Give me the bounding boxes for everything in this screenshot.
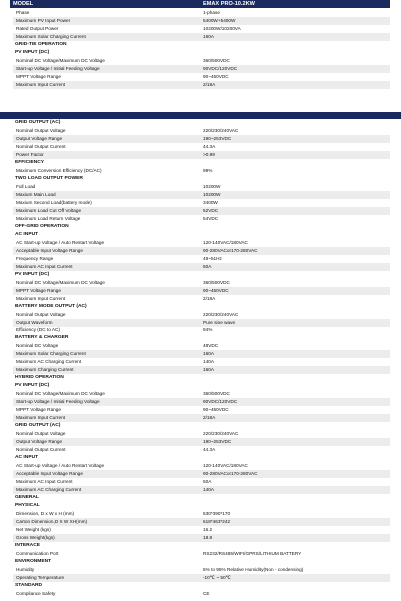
spec-label: Output Voltage Range <box>16 135 63 141</box>
spec-row <box>13 478 390 486</box>
spec-value: >0.99 <box>203 151 215 157</box>
section-heading <box>13 175 390 183</box>
section-heading <box>13 119 390 127</box>
spec-label: Humidity <box>16 566 35 572</box>
spec-value: 220/230/240VAC <box>203 127 239 133</box>
spec-value: CE <box>203 590 210 596</box>
spec-row <box>13 390 390 398</box>
model-label: MODEL <box>13 1 34 7</box>
spec-row <box>13 25 390 33</box>
section-title: PV INPUT (DC) <box>15 271 50 277</box>
section-heading <box>13 494 390 502</box>
spec-value: 220/230/240VAC <box>203 431 239 437</box>
spec-value: 90VDC/120VDC <box>203 399 238 405</box>
section-heading <box>13 334 390 342</box>
spec-row <box>13 550 390 558</box>
section-title: TWO LOAD OUTPUT POWER <box>15 175 83 181</box>
spec-value: 44.3A <box>203 143 216 149</box>
spec-label: Efficiency (DC to AC) <box>16 327 60 333</box>
section-title: BATTERY MODE OUTPUT (AC) <box>15 303 87 309</box>
spec-value: 52VDC <box>203 207 219 213</box>
section-heading <box>13 422 390 430</box>
spec-row <box>13 215 390 223</box>
spec-label: MPPT Voltage Range <box>16 73 61 79</box>
spec-row <box>13 534 390 542</box>
spec-row <box>13 342 390 350</box>
section-title: PV INPUT (DC) <box>15 49 50 55</box>
spec-label: Maximum Input Current <box>16 295 65 301</box>
spec-value: 10200W <box>203 183 221 189</box>
spec-label: Frequency Range <box>16 255 54 261</box>
spec-row <box>13 167 390 175</box>
spec-row <box>13 295 390 303</box>
section-title: PHYSICAL <box>15 503 40 509</box>
spec-row <box>13 81 390 89</box>
section-heading <box>13 542 390 550</box>
spec-row <box>13 73 390 81</box>
spec-value: 2/18A <box>203 415 216 421</box>
spec-label: Maximum Load Cut Off Voltage <box>16 207 82 213</box>
spec-row <box>13 151 390 159</box>
spec-value: 10200W <box>203 191 221 197</box>
spec-row <box>13 510 390 518</box>
spec-value: 90~450VDC <box>203 287 229 293</box>
spec-label: Maximum AC Charging Current <box>16 487 82 493</box>
spec-row <box>13 462 390 470</box>
spec-label: Output Waveform <box>16 319 53 325</box>
section-title: PV INPUT (DC) <box>15 383 50 389</box>
section-heading <box>13 159 390 167</box>
spec-label: Output Voltage Range <box>16 439 63 445</box>
spec-value: Pure sine wave <box>203 319 236 325</box>
spec-row <box>13 239 390 247</box>
section-heading <box>13 382 390 390</box>
spec-row <box>13 398 390 406</box>
spec-value: 99% <box>203 167 213 173</box>
section-title: BATTERY & CHARGER <box>15 335 69 341</box>
spec-label: Nominal DC Voltage <box>16 343 59 349</box>
spec-label: Maximum Input Current <box>16 81 65 87</box>
spec-label: Gross Weight(kgs) <box>16 534 55 540</box>
spec-row <box>13 255 390 263</box>
spec-value: 44.3A <box>203 447 216 453</box>
section-title: STANDARD <box>15 582 43 588</box>
spec-row <box>13 446 390 454</box>
spec-row <box>13 65 390 73</box>
spec-value: 220/230/240VAC <box>203 311 239 317</box>
section-title: GRID OUTPUT (AC) <box>15 423 61 429</box>
section-title: GRID OUTPUT (AC) <box>15 120 61 125</box>
section-title: AC INPUT <box>15 231 39 237</box>
section-heading <box>13 223 390 231</box>
section-heading <box>13 41 390 49</box>
spec-label: Maximum Solar Charging Current <box>16 33 86 39</box>
spec-value: 190~253VDC <box>203 135 232 141</box>
spec-label: Nominal Output Current <box>16 447 66 453</box>
spec-value: 2/18A <box>203 295 216 301</box>
spec-label: Start-up Voltage / Initial Feeding Voltage <box>16 65 100 71</box>
section-title: GRID-TIE OPERATION <box>15 41 67 47</box>
section-heading <box>13 303 390 311</box>
spec-label: Acceptable Input Voltage Range <box>16 247 83 253</box>
model-header <box>10 0 390 8</box>
spec-value: 140A <box>203 487 214 493</box>
spec-label: Nominal Output Voltage <box>16 311 66 317</box>
spec-label: Carton Dimension,D X W XH(mm) <box>16 519 88 524</box>
spec-label: Rated Output Power <box>16 25 59 31</box>
spec-row <box>13 287 390 295</box>
spec-row <box>13 263 390 271</box>
spec-label: Power Factor <box>16 151 44 157</box>
spec-value: 160A <box>203 367 214 373</box>
spec-value: 48VDC <box>203 343 219 349</box>
section-title: OFF-GRID OPERATION <box>15 223 69 229</box>
spec-label: Maxium Main Load <box>16 191 56 197</box>
spec-label: Nominal DC Voltage/Maximum DC Voltage <box>16 391 105 397</box>
spec-row <box>13 350 390 358</box>
spec-value: 360/500VDC <box>203 279 230 285</box>
spec-row <box>13 319 390 327</box>
spec-value: 1-phase <box>203 10 220 15</box>
spec-label: Maxium Second Load(battery mode) <box>16 199 92 205</box>
section-heading <box>13 502 390 510</box>
spec-label: Start-up Voltage / Initial Feeding Voltage <box>16 399 100 405</box>
spec-row <box>13 247 390 255</box>
spec-value: 190~253VDC <box>203 439 232 445</box>
spec-row <box>13 438 390 446</box>
spec-row <box>13 199 390 207</box>
spec-row <box>13 9 390 17</box>
spec-value: 3400W <box>203 199 218 205</box>
section-band <box>0 112 401 119</box>
spec-row <box>13 406 390 414</box>
spec-label: Phase <box>16 10 30 15</box>
spec-label: Communication Port <box>16 550 59 556</box>
spec-value: 360/500VDC <box>203 391 230 397</box>
spec-label: Maximum AC Charging Current <box>16 359 82 365</box>
spec-value: 50A <box>203 479 212 485</box>
spec-row <box>13 191 390 199</box>
section-heading <box>13 49 390 57</box>
spec-row <box>13 127 390 135</box>
section-heading <box>13 582 390 590</box>
section-title: AC INPUT <box>15 455 39 461</box>
spec-label: Compliance Safety <box>16 590 56 596</box>
spec-label: Nominal Output Current <box>16 143 66 149</box>
spec-value: 2/18A <box>203 81 216 87</box>
spec-value: 49~51Hz <box>203 255 222 261</box>
spec-label: Nominal Output Voltage <box>16 127 66 133</box>
spec-value: 5400W+5400W <box>203 17 236 23</box>
spec-label: MPPT Voltage Range <box>16 407 61 413</box>
spec-value: 90VDC/120VDC <box>203 65 238 71</box>
spec-value: 90-280VACor170-280VAC <box>203 247 258 253</box>
spec-row <box>13 311 390 319</box>
section-heading <box>13 231 390 239</box>
spec-label: Nominal DC Voltage/Maximum DC Voltage <box>16 279 105 285</box>
spec-label: Dimension, D x W x H (mm) <box>16 511 75 517</box>
spec-value: 18.8 <box>203 534 213 540</box>
spec-row <box>13 486 390 494</box>
spec-label: Nominal DC Voltage/Maximum DC Voltage <box>16 57 105 63</box>
spec-row <box>13 183 390 191</box>
spec-row <box>13 57 390 65</box>
section-heading <box>13 558 390 566</box>
spec-label: Maximum PV Input Power <box>16 17 71 23</box>
spec-value: 10200W/10200VA <box>203 25 241 31</box>
spec-row <box>13 135 390 143</box>
spec-value: 90~450VDC <box>203 73 229 79</box>
spec-label: Net Weight (kgs) <box>16 526 51 532</box>
spec-row <box>13 470 390 478</box>
spec-value: 160A <box>203 351 214 357</box>
spec-value: RS232/RS485/WIFI/GPRS/LITHIUM BATTERY <box>203 550 302 556</box>
spec-label: MPPT Voltage Range <box>16 287 61 293</box>
spec-value: 120-140VAC/180VAC <box>203 463 248 469</box>
spec-row <box>13 574 390 582</box>
spec-label: Maximum Load Return Voltage <box>16 215 81 221</box>
spec-label: Maximum AC Input Current <box>16 263 73 269</box>
spec-value: 360/500VDC <box>203 57 230 63</box>
spec-value: 50A <box>203 263 212 269</box>
spec-row <box>13 207 390 215</box>
spec-row <box>13 326 390 334</box>
spec-row <box>13 17 390 25</box>
spec-label: AC Start-up Voltage / Auto Restart Voltage <box>16 239 105 245</box>
spec-row <box>13 366 390 374</box>
spec-row <box>13 526 390 534</box>
section-heading <box>13 271 390 279</box>
section-title: HYBRID OPERATION <box>15 375 64 381</box>
section-title: GENERAL <box>15 495 39 501</box>
spec-label: Maximum Input Current <box>16 415 65 421</box>
spec-value: 16.2 <box>203 526 213 532</box>
spec-value: 530*390*170 <box>203 511 231 517</box>
spec-row <box>13 518 390 526</box>
spec-label: Maximum Charging Current <box>16 367 74 373</box>
spec-row <box>13 430 390 438</box>
spec-label: Nominal Output Voltage <box>16 431 66 437</box>
section-title: INTERACE <box>15 542 40 548</box>
spec-value: 618*463*242 <box>203 519 231 524</box>
section-heading <box>13 374 390 382</box>
section-title: EFFICIENCY <box>15 159 45 165</box>
spec-value: 94% <box>203 327 213 333</box>
spec-value: 140A <box>203 359 214 365</box>
section-title: ENVIRONMENT <box>15 558 52 564</box>
spec-label: AC Start-up Voltage / Auto Restart Voltage <box>16 463 105 469</box>
model-value: EMAX PRO-10.2KW <box>203 1 255 7</box>
spec-label: Maximum Conversion Efficiency (DC/AC) <box>16 167 102 173</box>
spec-row <box>13 358 390 366</box>
section-heading <box>13 454 390 462</box>
spec-row <box>13 33 390 41</box>
spec-value: 54VDC <box>203 215 219 221</box>
spec-label: Full Load <box>16 183 36 189</box>
spec-row <box>13 279 390 287</box>
spec-value: 5% to 95% Relative Humidity(Non - condensing) <box>203 566 304 572</box>
spec-label: Maximum Solar Charging Current <box>16 351 86 357</box>
spec-row <box>13 414 390 422</box>
spec-row <box>13 590 390 598</box>
spec-value: 90~450VDC <box>203 407 229 413</box>
spec-label: Operating Temperature <box>16 574 65 580</box>
spec-value: 120-140VAC/180VAC <box>203 239 248 245</box>
spec-value: 90-280VACor170-280VAC <box>203 471 258 477</box>
spec-value: 160A <box>203 33 214 39</box>
spec-row <box>13 566 390 574</box>
spec-row <box>13 143 390 151</box>
spec-label: Maximum AC Input Current <box>16 479 73 485</box>
spec-label: Acceptable Input Voltage Range <box>16 471 83 477</box>
spec-value: -10℃ ~ 50℃ <box>203 574 231 580</box>
